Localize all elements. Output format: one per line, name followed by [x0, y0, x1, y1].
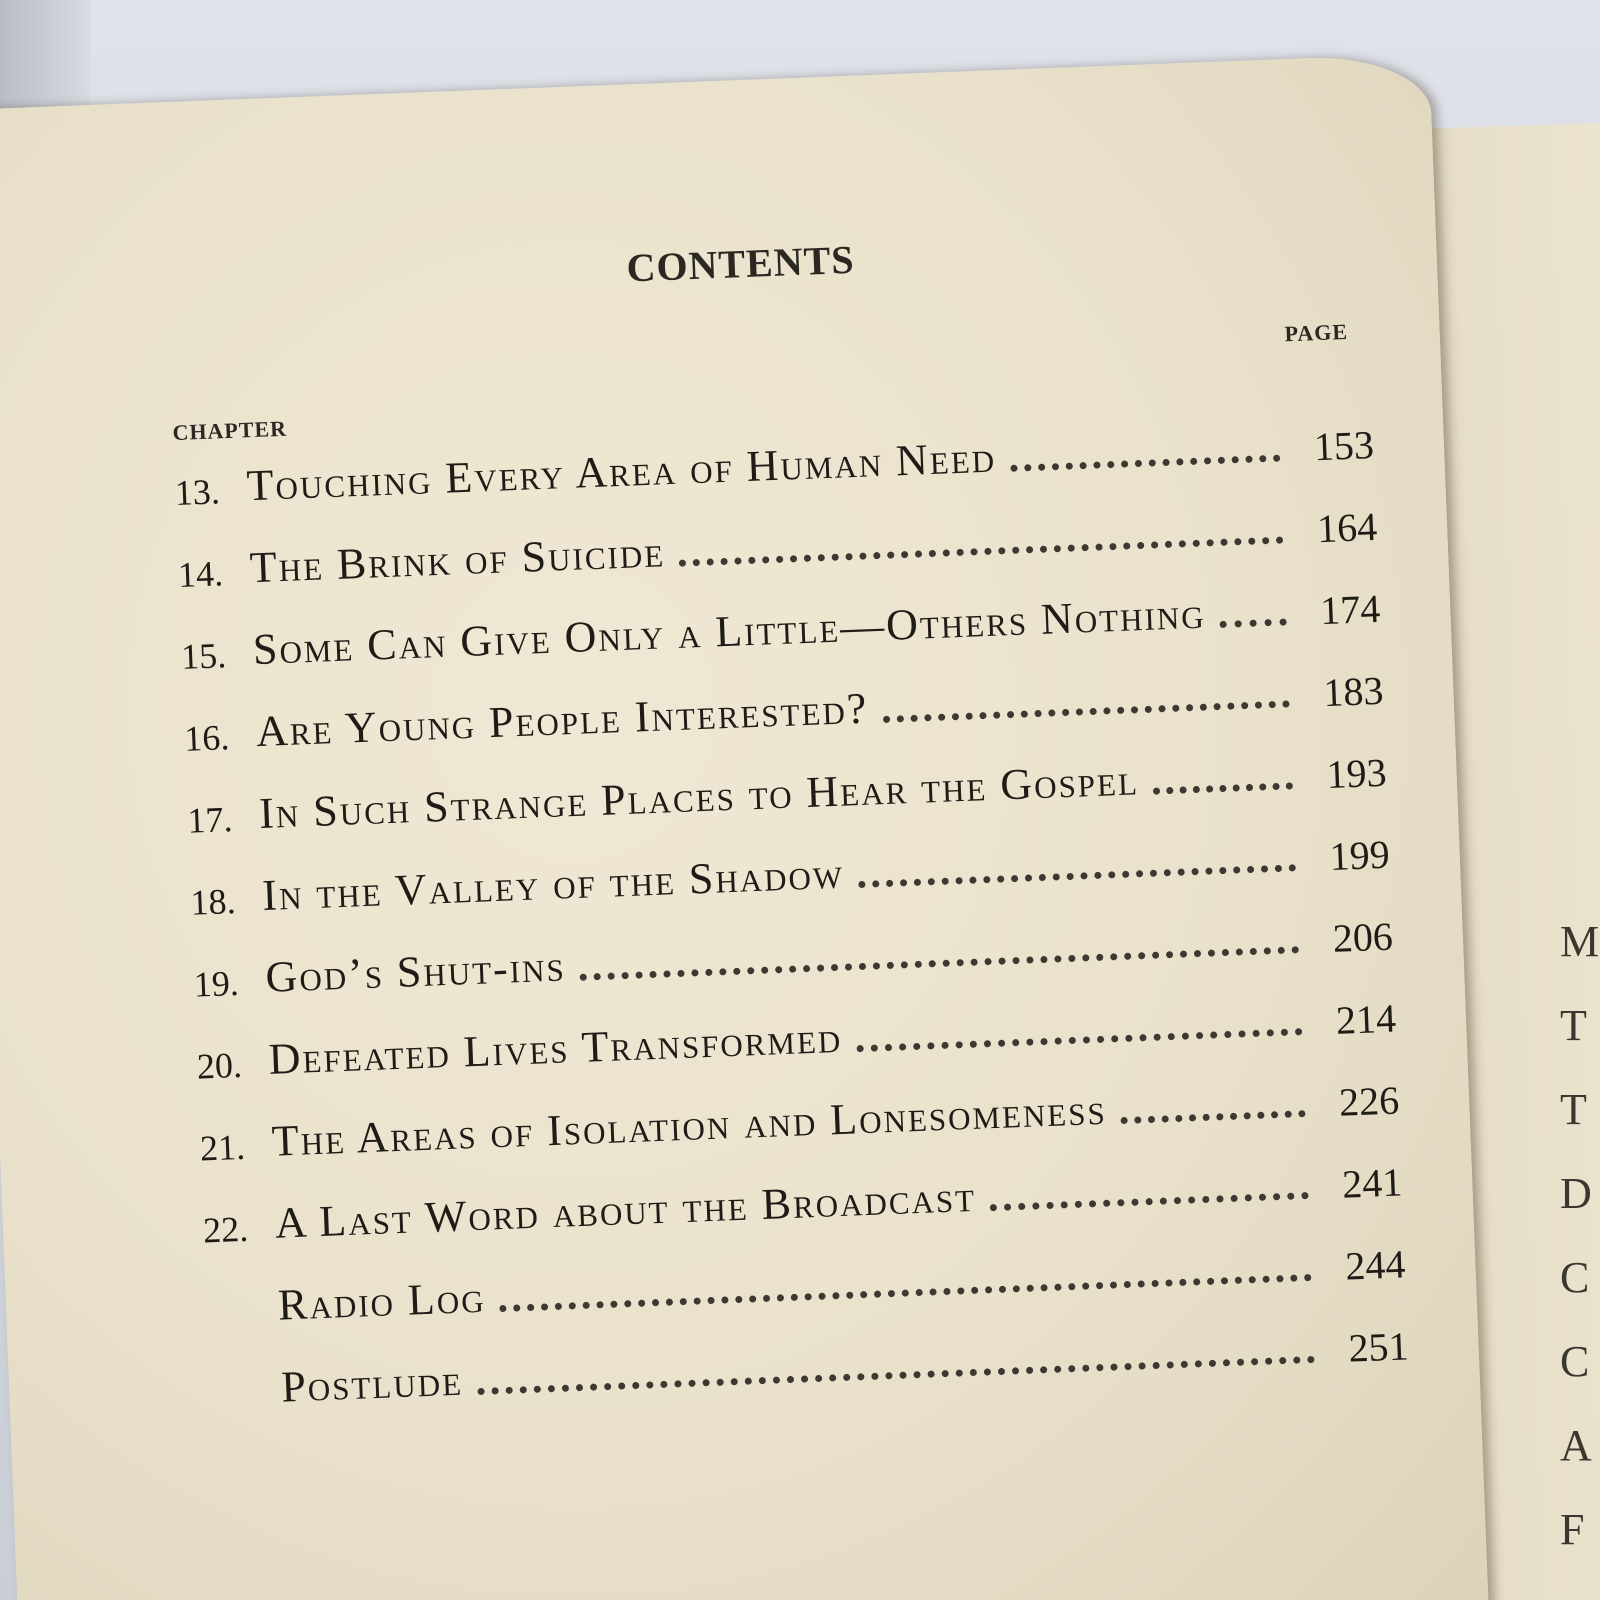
page-number: 193	[1325, 749, 1388, 798]
chapter-title: In Such Strange Places to Hear the Gospel	[258, 755, 1140, 839]
page-number: 226	[1338, 1077, 1400, 1125]
chapter-number: 22.	[202, 1208, 249, 1251]
leader-dots	[1121, 1110, 1306, 1124]
chapter-title: The Areas of Isolation and Lonesomeness	[270, 1084, 1108, 1166]
contents-page	[0, 54, 1489, 1600]
facing-page-text	[1560, 900, 1600, 1572]
facing-letter: M	[1560, 917, 1600, 966]
leader-dots	[1010, 455, 1280, 472]
leader-dots	[477, 1356, 1315, 1395]
chapter-title: Postlude	[280, 1355, 464, 1412]
facing-letter: D	[1560, 1169, 1592, 1218]
chapter-number: 18.	[189, 881, 237, 923]
leader-dots	[990, 1192, 1309, 1211]
facing-letter: C	[1560, 1253, 1590, 1302]
chapter-number: 14.	[177, 553, 224, 595]
facing-letter: F	[1560, 1505, 1585, 1554]
facing-letter: A	[1560, 1421, 1592, 1470]
facing-letter: C	[1560, 1337, 1590, 1386]
leader-dots	[1153, 782, 1293, 794]
chapter-number: 19.	[192, 962, 240, 1005]
chapter-number: 17.	[186, 799, 234, 841]
chapter-title: God’s Shut-ins	[264, 941, 567, 1002]
page-number: 214	[1335, 995, 1397, 1043]
chapter-title: Some Can Give Only a Little—Others Nothing	[251, 588, 1207, 675]
chapter-column-header: CHAPTER	[172, 415, 288, 446]
chapter-title: A Last Word about the Broadcast	[274, 1171, 977, 1248]
chapter-number: 20.	[196, 1044, 243, 1087]
page-number: 153	[1313, 421, 1375, 470]
facing-letter: T	[1560, 1001, 1587, 1050]
page-title: CONTENTS	[625, 236, 856, 291]
page-number: 199	[1328, 831, 1391, 879]
page-column-header: PAGE	[1284, 318, 1349, 347]
page-number: 241	[1341, 1159, 1404, 1207]
chapter-number	[210, 1413, 282, 1416]
chapter-number: 16.	[183, 717, 231, 759]
chapter-title: Are Young People Interested?	[255, 683, 870, 757]
chapter-title: Touching Every Area of Human Need	[245, 432, 997, 511]
chapter-number: 13.	[174, 471, 221, 514]
chapter-title: Defeated Lives Transformed	[267, 1012, 844, 1084]
page-number: 251	[1347, 1323, 1410, 1371]
facing-letter: T	[1560, 1085, 1587, 1134]
table-of-contents	[173, 386, 1410, 1415]
page-number: 164	[1316, 503, 1378, 552]
page-number: 183	[1322, 667, 1385, 716]
chapter-title: In the Valley of the Shadow	[261, 848, 845, 920]
chapter-title: The Brink of Suicide	[248, 527, 666, 593]
page-number: 244	[1344, 1241, 1407, 1289]
chapter-title: Radio Log	[277, 1272, 487, 1330]
chapter-number: 21.	[199, 1126, 246, 1169]
page-number: 206	[1331, 913, 1394, 961]
chapter-number: 15.	[180, 635, 227, 677]
page-number: 174	[1319, 585, 1382, 634]
leader-dots	[1220, 618, 1287, 628]
